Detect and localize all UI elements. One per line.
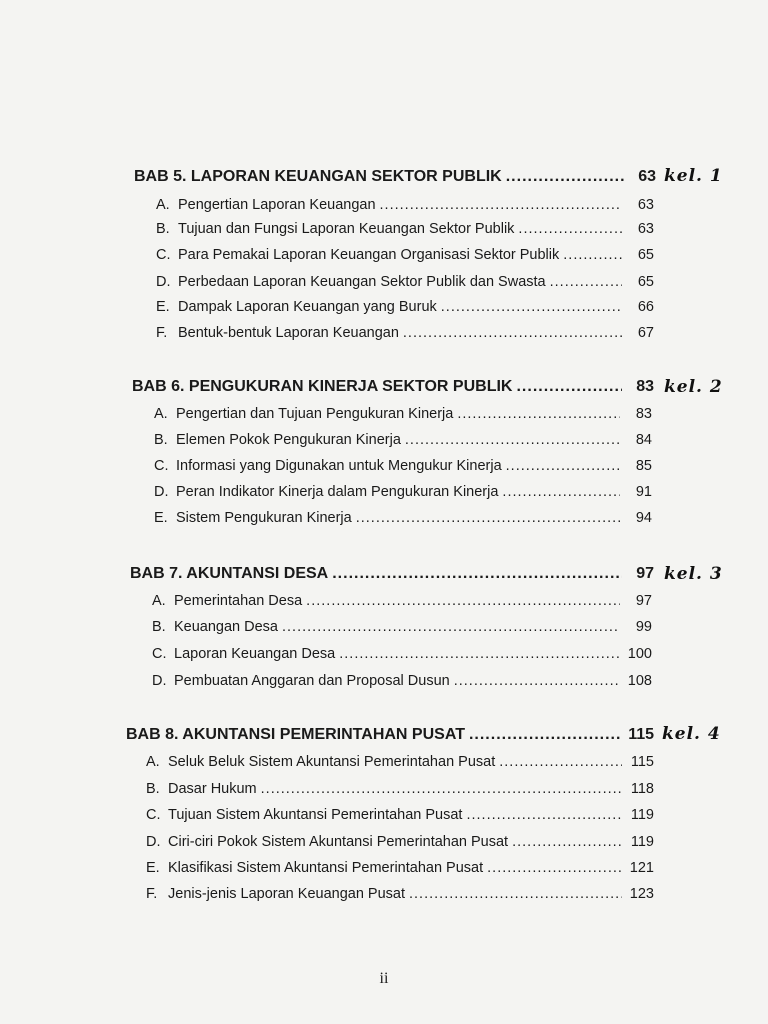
- chapter-page: 97: [636, 565, 654, 582]
- toc-entry: [146, 781, 654, 797]
- chapter-title: BAB 7. AKUNTANSI DESA: [130, 565, 329, 582]
- leader-dots: [518, 221, 622, 237]
- entry-title: Informasi yang Digunakan untuk Mengukur Kinerja: [176, 458, 502, 474]
- leader-dots: [403, 325, 622, 341]
- leader-dots: [502, 484, 620, 500]
- toc-entry: [154, 510, 652, 526]
- entry-letter: E.: [156, 299, 170, 315]
- entry-page: 119: [630, 834, 654, 850]
- toc-entry: [154, 458, 652, 474]
- chapter-heading-bab6: [132, 378, 654, 396]
- toc-entry: [156, 299, 654, 315]
- toc-entry: [156, 274, 654, 290]
- entry-letter: A.: [152, 593, 166, 609]
- entry-page: 63: [637, 221, 654, 237]
- entry-page: 108: [627, 673, 652, 689]
- page-number: ii: [379, 970, 389, 987]
- entry-page: 63: [637, 197, 654, 213]
- entry-page: 115: [630, 754, 654, 770]
- leader-dots: [550, 274, 622, 290]
- entry-letter: C.: [156, 247, 171, 263]
- leader-dots: [516, 378, 622, 396]
- handwritten-note: kel. 3: [664, 564, 723, 584]
- toc-entry: [146, 754, 654, 770]
- chapter-title: BAB 5. LAPORAN KEUANGAN SEKTOR PUBLIK: [134, 168, 502, 185]
- entry-letter: D.: [152, 673, 167, 689]
- leader-dots: [512, 834, 622, 850]
- entry-page: 66: [637, 299, 654, 315]
- leader-dots: [469, 726, 622, 744]
- toc-entry: [156, 221, 654, 237]
- toc-entry: [154, 484, 652, 500]
- chapter-heading-bab7: [130, 565, 654, 583]
- entry-page: 65: [637, 247, 654, 263]
- toc-entry: [156, 325, 654, 341]
- entry-letter: D.: [156, 274, 171, 290]
- entry-letter: A.: [154, 406, 168, 422]
- entry-letter: D.: [146, 834, 161, 850]
- toc-entry: [146, 886, 654, 902]
- entry-title: Pemerintahan Desa: [174, 593, 303, 609]
- toc-entry: [152, 646, 652, 662]
- entry-page: 83: [635, 406, 652, 422]
- entry-title: Perbedaan Laporan Keuangan Sektor Publik dan Swasta: [178, 274, 546, 290]
- toc-entry: [146, 834, 654, 850]
- toc-entry: [156, 247, 654, 263]
- chapter-page: 83: [636, 378, 654, 395]
- leader-dots: [499, 754, 622, 770]
- chapter-title: BAB 8. AKUNTANSI PEMERINTAHAN PUSAT: [126, 726, 465, 743]
- entry-title: Seluk Beluk Sistem Akuntansi Pemerintahan Pusat: [168, 754, 496, 770]
- leader-dots: [506, 458, 620, 474]
- toc-entry: [152, 673, 652, 689]
- chapter-title: BAB 6. PENGUKURAN KINERJA SEKTOR PUBLIK: [132, 378, 513, 395]
- entry-letter: B.: [154, 432, 168, 448]
- entry-letter: C.: [152, 646, 167, 662]
- leader-dots: [487, 860, 622, 876]
- leader-dots: [466, 807, 622, 823]
- entry-title: Laporan Keuangan Desa: [174, 646, 336, 662]
- leader-dots: [306, 593, 620, 609]
- entry-letter: A.: [146, 754, 160, 770]
- toc-entry: [156, 197, 654, 213]
- entry-title: Tujuan Sistem Akuntansi Pemerintahan Pusat: [168, 807, 463, 823]
- leader-dots: [380, 197, 622, 213]
- toc-entry: [146, 807, 654, 823]
- entry-page: 123: [629, 886, 654, 902]
- handwritten-note: kel. 2: [664, 377, 723, 397]
- entry-title: Para Pemakai Laporan Keuangan Organisasi Sektor Publik: [178, 247, 560, 263]
- handwritten-note: kel. 1: [664, 166, 723, 186]
- entry-letter: A.: [156, 197, 170, 213]
- entry-letter: F.: [156, 325, 168, 341]
- entry-page: 84: [635, 432, 652, 448]
- entry-letter: C.: [154, 458, 169, 474]
- toc-entry: [146, 860, 654, 876]
- leader-dots: [563, 247, 622, 263]
- entry-page: 100: [627, 646, 652, 662]
- entry-title: Elemen Pokok Pengukuran Kinerja: [176, 432, 401, 448]
- chapter-heading-bab5: [134, 168, 656, 186]
- entry-letter: B.: [152, 619, 166, 635]
- leader-dots: [441, 299, 622, 315]
- entry-letter: E.: [154, 510, 168, 526]
- entry-page: 85: [635, 458, 652, 474]
- toc-entry: [154, 406, 652, 422]
- entry-letter: E.: [146, 860, 160, 876]
- entry-page: 91: [635, 484, 652, 500]
- entry-title: Pembuatan Anggaran dan Proposal Dusun: [174, 673, 450, 689]
- leader-dots: [282, 619, 620, 635]
- entry-title: Ciri-ciri Pokok Sistem Akuntansi Pemerintahan Pusat: [168, 834, 509, 850]
- chapter-heading-bab8: [126, 726, 654, 744]
- leader-dots: [356, 510, 620, 526]
- entry-title: Pengertian Laporan Keuangan: [178, 197, 376, 213]
- entry-title: Dampak Laporan Keuangan yang Buruk: [178, 299, 437, 315]
- entry-letter: B.: [156, 221, 170, 237]
- chapter-page: 63: [638, 168, 656, 185]
- entry-page: 65: [637, 274, 654, 290]
- toc-entry: [152, 593, 652, 609]
- leader-dots: [332, 565, 622, 583]
- entry-title: Sistem Pengukuran Kinerja: [176, 510, 352, 526]
- handwritten-note: kel. 4: [662, 724, 721, 744]
- entry-title: Tujuan dan Fungsi Laporan Keuangan Sektor Publik: [178, 221, 515, 237]
- entry-page: 94: [635, 510, 652, 526]
- entry-title: Peran Indikator Kinerja dalam Pengukuran Kinerja: [176, 484, 499, 500]
- entry-title: Dasar Hukum: [168, 781, 257, 797]
- leader-dots: [457, 406, 620, 422]
- leader-dots: [261, 781, 622, 797]
- entry-letter: F.: [146, 886, 158, 902]
- entry-letter: C.: [146, 807, 161, 823]
- entry-page: 97: [635, 593, 652, 609]
- entry-page: 99: [635, 619, 652, 635]
- leader-dots: [454, 673, 620, 689]
- entry-title: Jenis-jenis Laporan Keuangan Pusat: [168, 886, 405, 902]
- entry-page: 67: [637, 325, 654, 341]
- leader-dots: [405, 432, 620, 448]
- leader-dots: [506, 168, 624, 186]
- leader-dots: [339, 646, 620, 662]
- toc-entry: [154, 432, 652, 448]
- entry-title: Klasifikasi Sistem Akuntansi Pemerintahan Pusat: [168, 860, 484, 876]
- entry-letter: D.: [154, 484, 169, 500]
- entry-page: 119: [630, 807, 654, 823]
- toc-entry: [152, 619, 652, 635]
- leader-dots: [409, 886, 622, 902]
- chapter-page: 115: [628, 726, 654, 743]
- entry-title: Bentuk-bentuk Laporan Keuangan: [178, 325, 399, 341]
- entry-page: 118: [630, 781, 654, 797]
- entry-title: Pengertian dan Tujuan Pengukuran Kinerja: [176, 406, 454, 422]
- entry-page: 121: [629, 860, 654, 876]
- entry-letter: B.: [146, 781, 160, 797]
- entry-title: Keuangan Desa: [174, 619, 278, 635]
